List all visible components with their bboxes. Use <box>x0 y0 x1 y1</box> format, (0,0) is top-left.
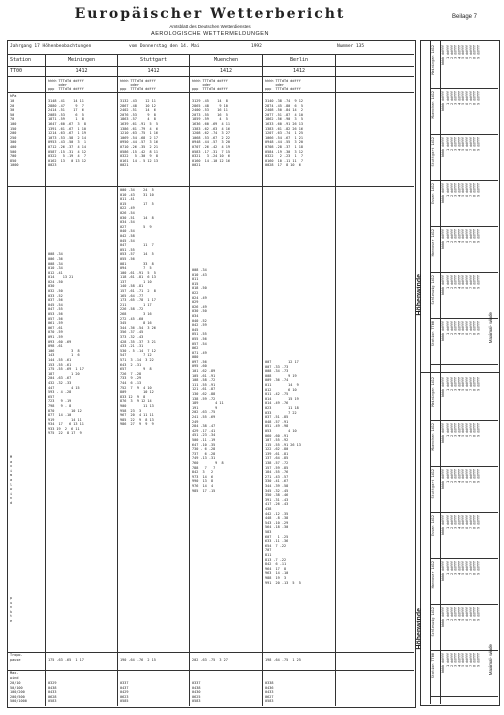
side-station-label: Muenchen 1412 <box>431 91 435 119</box>
sig-point-letters: p u n k t e <box>10 596 13 623</box>
station-block-divider <box>430 558 498 559</box>
station-name: Berlin <box>289 57 309 63</box>
column-header: hhhh TTTdTd ddfff oder ppp TTTdTd ddfff <box>120 79 156 91</box>
station-block-divider <box>430 180 498 181</box>
upper-winds-title: Höhenwinde <box>416 274 423 316</box>
side-column-header: hhhh ddfff <box>441 377 445 397</box>
side-column-header: hhhh ddfff <box>441 423 445 443</box>
maximal-winds-label: Maximal- winde <box>488 312 493 344</box>
station-block-divider <box>430 604 498 605</box>
side-station-label: Essen 1412 <box>431 515 435 537</box>
standard-level-data: 3132 -43 12 11 2867 -48 10 12 2402 -51 14 6 2076 -53 9 8 1863 -57 4 8 1639 -61 -91 5 5 1386 -61 -79 4 6 1210 -63 -75 1 16 1069 -54 -68 2 17 0950 -44 -57 3 16 0710 -26 -35 2 21 0586 -15 -42 8 11 0322 5 -30 9 8 0161 14 - 5 12 13 0021 <box>120 99 158 168</box>
side-column-header: hhhh ddfff <box>441 229 445 249</box>
maxwind-label: Max- wind <box>10 671 19 680</box>
volume-label: Jahrgang 17 Höhenbeobachtungen <box>10 44 92 49</box>
station-name: Meiningen <box>67 57 96 63</box>
station-block-divider <box>430 420 498 421</box>
station-block-divider <box>430 134 498 135</box>
standard-level-data: 3140 -38 -74 9 12 2874 -45 -80 6 5 2408 -50 -84 14 2 2077 -51 -87 4 10 1862 -56 -90 3 5 1633 -60 -91 26 13 1383 -61 -82 26 16 1207 -63 -74 1 25 1066 -54 -67 1 21 0948 -44 -55 3 20 0708 -28 -37 1 18 0584 -19 -30 3 12 0322 2 -23 1 7 0160 10 -11 11 7 0028 17 8 10 6 <box>265 99 303 168</box>
station-block-divider <box>430 272 498 273</box>
column-divider <box>117 54 118 706</box>
significant-level-data: 008 -34 006 -36 008 -34 010 -34 012 -41 014 13 21 024 -50 030 032 -50 033 -52 037 -56 045 -54 047 -55 053 -56 057 -56 061 -59 067 -61 070 -59 091 -59 093 -60 -69 098 -61 106 3 8 143 1 6 144 -55 -61 153 -55 -61 175 -55 -69 1 17 187 1 20 204 -63 -67 432 -32 -33 447 4 15 593 - 4 -28 657 723 9 -19 798 9 - 8 870 10 12 877 14 -10 919 14 11 934 17 6 13 11 933 19 2 6 11 975 22 8 17 9 <box>48 252 84 436</box>
maximal-winds-label: Maximal- winde <box>488 644 493 676</box>
date-label: vom Donnerstag den 14. Mai <box>129 44 200 49</box>
station-name: Muenchen <box>213 57 239 63</box>
side-wind-data: 1 ddfff 2 ddfff 3 ddfff 4 ddfff 5 ddfff 6 ddfff 7 ddfff 8 ddfff 9 ddfff <box>446 423 481 437</box>
maxwind-data: 0338 0436 0433 0627 0583 <box>265 681 274 704</box>
maxwind-data: 0337 0437 0429 0623 0585 <box>120 681 129 704</box>
station-block-divider <box>430 226 498 227</box>
maxwind-levels: 20/10 50/100 100/200 200/500 500/1000 <box>10 681 27 704</box>
side-column-header: hhhh ddfff <box>441 91 445 111</box>
tropopause-data: 202 -63 -75 3 27 <box>192 658 228 662</box>
station-code: 1412 <box>219 68 233 74</box>
station-label: Station <box>10 57 32 63</box>
column-divider <box>45 54 46 706</box>
column-divider <box>262 54 263 706</box>
side-wind-data: 1 ddfff 2 ddfff 3 ddfff 4 ddfff 5 ddfff 6 ddfff 7 ddfff 8 ddfff 9 ddfff <box>446 469 481 483</box>
side-station-label: Stuttgart 1412 <box>431 469 435 499</box>
side-station-label: Meiningen 1412 <box>431 377 435 407</box>
side-wind-data: 1 ddfff 2 ddfff 3 ddfff 4 ddfff 5 ddfff 6 ddfff 7 ddfff 8 ddfff 9 ddfff <box>446 607 481 621</box>
side-column-header: hhhh ddfff <box>441 321 445 341</box>
side-wind-data: 1 ddfff 2 ddfff 3 ddfff 4 ddfff 5 ddfff 6 ddfff 7 ddfff 8 ddfff 9 ddfff <box>446 275 481 289</box>
maxwind-data: 0329 0438 0433 0628 0583 <box>48 681 57 704</box>
tropopause-data: 198 -64 -75 1 25 <box>265 658 301 662</box>
station-code: 1412 <box>147 68 160 74</box>
upper-winds-title: Höhenwinde <box>416 608 423 650</box>
report-title: Europäischer Wetterbericht <box>74 6 346 22</box>
side-column-header: hhhh ddfff <box>441 515 445 535</box>
section-heading: AEROLOGISCHE WETTERMELDUNGEN <box>151 31 269 37</box>
hpa-label: hPa <box>10 94 17 98</box>
side-wind-data: 1 ddfff 2 ddfff 3 ddfff 4 ddfff 5 ddfff 6 ddfff 7 ddfff 8 ddfff 9 ddfff <box>446 137 481 151</box>
year-label: 1992 <box>251 44 262 49</box>
tropopause-data: 190 -64 -76 2 15 <box>120 658 156 662</box>
station-block-divider <box>430 512 498 513</box>
winds-aloft-panel <box>416 40 500 706</box>
station-block-divider <box>430 696 498 697</box>
side-column-header: hhhh ddfff <box>441 561 445 581</box>
side-column-header: hhhh ddfff <box>441 469 445 489</box>
panel-divider <box>420 372 499 373</box>
divider <box>7 670 414 671</box>
column-divider <box>335 54 336 706</box>
side-column-header: hhhh ddfff <box>441 607 445 627</box>
side-station-label: Station TT00 <box>431 653 435 679</box>
side-station-label: Meiningen 1412 <box>431 45 435 75</box>
side-station-label: Muenchen 1412 <box>431 423 435 451</box>
side-wind-data: 1 ddfff 2 ddfff 3 ddfff 4 ddfff 5 ddfff 6 ddfff 7 ddfff 8 ddfff 9 ddfff <box>446 561 481 575</box>
significant-level-data: 007 12 17 007 -33 -73 008 -34 -73 008 9 19 009 -36 -74 011 14 9 012 6 10 011 -42 -75 014 15 19 014 -49 -76 023 11 18 033 7 22 037 -51 -85 048 -57 -91 051 -49 -98 053 4 10 060 -60 -91 107 -55 -92 115 -55 -91 26 13 122 -62 -80 139 -61 -81 137 -64 -85 138 -57 -72 157 -59 -85 184 -55 -76 271 -43 -57 330 -41 -67 344 -39 -58 345 -32 -45 350 -38 -46 391 -31 -43 417 -26 -43 438 442 -12 -35 448 -8 -38 543 -10 -29 564 -18 -30 583 607 1 -25 633 -11 -36 654 7 -22 707 811 813 -7 -22 842 6 -11 964 17 8 963 14 -10 988 19 3 991 20 -13 5 5 <box>265 360 301 585</box>
side-station-label: Hannover 1412 <box>431 561 435 589</box>
maxwind-data: 0337 0438 0430 0625 0583 <box>192 681 201 704</box>
side-wind-data: 1 ddfff 2 ddfff 3 ddfff 4 ddfff 5 ddfff 6 ddfff 7 ddfff 8 ddfff 9 ddfff <box>446 45 481 59</box>
column-divider <box>189 54 190 706</box>
station-block-divider <box>430 88 498 89</box>
side-station-label: Stuttgart 1412 <box>431 137 435 167</box>
side-station-label: Hannover 1412 <box>431 229 435 257</box>
supplement-label: Beilage 7 <box>452 14 478 20</box>
pressure-levels: 10 20 30 50 70 100 150 200 250 300 400 500 700 850 1000 <box>10 99 19 168</box>
issue-number: Nummer 135 <box>337 44 365 49</box>
side-wind-data: 1 ddfff 2 ddfff 3 ddfff 4 ddfff 5 ddfff 6 ddfff 7 ddfff 8 ddfff 9 ddfff <box>446 183 481 197</box>
station-block-divider <box>430 364 498 365</box>
divider <box>7 76 414 77</box>
side-wind-data: 1 ddfff 2 ddfff 3 ddfff 4 ddfff 5 ddfff 6 ddfff 7 ddfff 8 ddfff 9 ddfff <box>446 377 481 391</box>
tropopause-data: 175 -63 -65 1 17 <box>48 658 84 662</box>
max-wind-letters: M a x i m a l w i n d <box>10 455 13 505</box>
station-name: Stuttgart <box>139 57 168 63</box>
divider <box>7 186 414 187</box>
side-station-label: Essen 1412 <box>431 183 435 205</box>
report-subtitle: Amtsblatt des Deutschen Wetterdienstes <box>169 24 251 29</box>
side-column-header: hhhh ddfff <box>441 653 445 673</box>
side-wind-data: 1 ddfff 2 ddfff 3 ddfff 4 ddfff 5 ddfff 6 ddfff 7 ddfff 8 ddfff 9 ddfff <box>446 229 481 243</box>
station-code: 1412 <box>75 68 88 74</box>
column-header: hhhh TTTdTd ddfff oder ppp TTTdTd ddfff <box>48 79 84 91</box>
side-column-header: hhhh ddfff <box>441 45 445 65</box>
side-wind-data: 1 ddfff 2 ddfff 3 ddfff 4 ddfff 5 ddfff 6 ddfff 7 ddfff 8 ddfff 9 ddfff <box>446 653 481 667</box>
standard-level-data: 3148 -41 14 11 2880 -47 9 7 2414 -51 17 6 2085 -53 6 5 1871 -59 1 8 1647 -60 -67 3 8 1391 -61 -67 1 10 1214 -63 -67 1 19 1073 -53 -58 2 14 0953 -43 -50 3 1 0712 -26 -37 4 14 0587 -15 -31 4 12 0322 5 -19 4 7 0162 13 0 13 12 0023 <box>48 99 86 168</box>
issue-info-row <box>7 40 414 55</box>
station-code: 1412 <box>292 68 306 74</box>
side-station-label: Schleswig 1412 <box>431 275 435 305</box>
column-header: hhhh TTTdTd ddfff oder ppp TTTdTd ddfff <box>265 79 301 91</box>
side-column-header: hhhh ddfff <box>441 183 445 203</box>
divider <box>7 66 414 67</box>
standard-level-data: 3129 -45 14 8 2865 -48 9 10 2400 -53 16 11 2073 -55 16 5 1859 -59 4 5 1636 -60 -69 4 11 1383 -62 -63 4 16 1208 -62 -74 3 27 1068 -53 -67 2 22 0948 -44 -57 3 20 0707 -26 -42 4 19 0583 -17 -31 7 15 0321 3 -24 10 6 0160 14 -10 12 16 0021 <box>192 99 230 168</box>
side-station-label: Station TT00 <box>431 321 435 347</box>
station-block-divider <box>430 466 498 467</box>
time-label: TT00 <box>10 68 23 74</box>
side-wind-data: 1 ddfff 2 ddfff 3 ddfff 4 ddfff 5 ddfff 6 ddfff 7 ddfff 8 ddfff 9 ddfff <box>446 321 481 335</box>
side-wind-data: 1 ddfff 2 ddfff 3 ddfff 4 ddfff 5 ddfff 6 ddfff 7 ddfff 8 ddfff 9 ddfff <box>446 515 481 529</box>
column-header: hhhh TTTdTd ddfff oder ppp TTTdTd ddfff <box>192 79 228 91</box>
side-station-label: Schleswig 1412 <box>431 607 435 637</box>
side-wind-data: 1 ddfff 2 ddfff 3 ddfff 4 ddfff 5 ddfff 6 ddfff 7 ddfff 8 ddfff 9 ddfff <box>446 91 481 105</box>
side-column-header: hhhh ddfff <box>441 275 445 295</box>
side-column-header: hhhh ddfff <box>441 137 445 157</box>
divider <box>7 652 414 653</box>
divider <box>7 92 414 93</box>
tropopause-label: Tropo- pause <box>10 653 23 662</box>
significant-level-data: 008 -34 010 -43 011 015 018 -50 022 024 -49 029 026 -49 030 -50 034 040 -52 042 -59 045 051 -55 055 -56 057 -54 062 071 -49 080 097 -56 095 -60 101 -62 -89 105 -61 -91 108 -58 -72 111 -55 -91 121 -61 -87 130 -62 -88 138 -59 -72 189 4 11 191 9 202 -63 -75 241 -55 -69 249 284 -38 -47 429 -17 -41 451 -23 -34 500 -11 -19 647 -10 -35 730 - 6 -28 737 6 -28 749 -13 -31 760 9 8 788 7 7 842 3 2 973 14 6 990 13 8 976 14 4 985 17 -15 <box>192 268 224 493</box>
significant-level-data: 000 -34 24 5 010 -43 31 10 011 -41 015 17 5 022 -49 026 -54 030 -51 14 8 034 -54 027 5 9 040 -54 042 -58 045 -54 047 11 7 051 -55 053 -57 14 5 055 -56 081 33 8 094 7 5 100 -61 -91 5 5 118 -61 -81 6 13 137 1 10 140 -58 -81 157 -61 -71 2 8 165 -64 -77 173 -65 -78 1 17 211 1 17 226 -58 -72 268 3 16 272 -45 -60 345 8 16 344 -36 -54 3 26 356 -37 -45 373 -32 -43 428 -35 -37 3 21 433 -21 -31 530 - 5 -14 7 12 547 7 12 571 3 -14 3 22 643 2 -31 657 9 8 726 7 -28 733 9 -29 744 6 -13 752 7 9 4 10 809 10 12 833 12 9 8 876 3 9 12 14 900 11 13 958 23 3 967 20 4 11 11 985 22 9 8 13 986 27 9 9 9 <box>120 188 156 427</box>
